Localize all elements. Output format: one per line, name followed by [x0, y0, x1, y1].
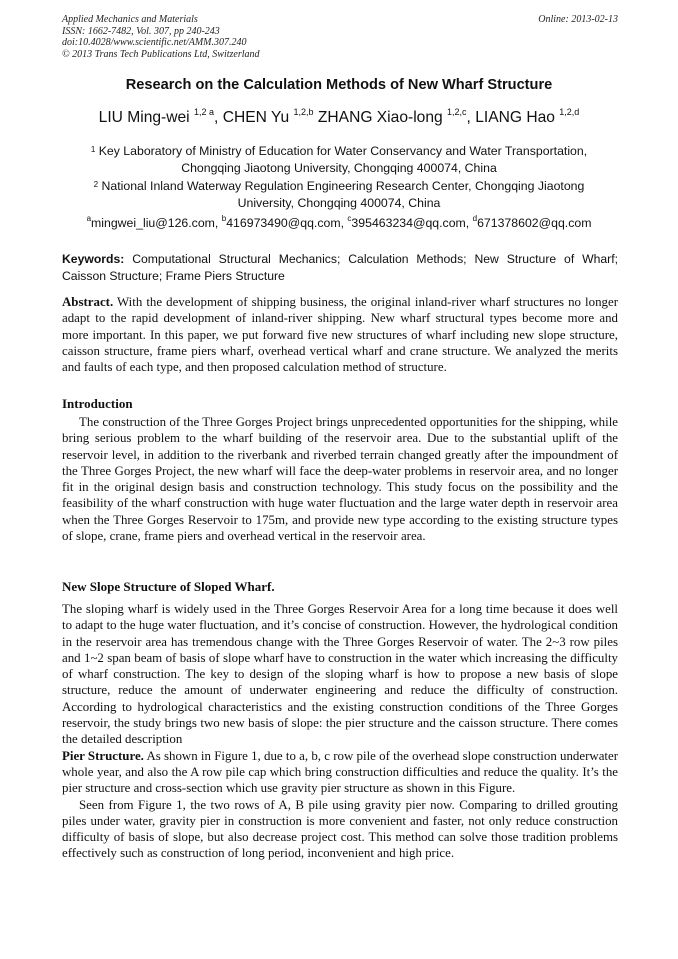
copyright-line: © 2013 Trans Tech Publications Ltd, Switzerland [62, 48, 260, 60]
online-date: Online: 2013-02-13 [538, 14, 618, 25]
affiliation-sup: 2 [93, 180, 99, 189]
author-list [0, 109, 678, 127]
email-sep: , [214, 216, 222, 230]
author-name: ZHANG Xiao-long [317, 109, 443, 126]
email-sup: a [86, 214, 92, 223]
affiliation-text: Key Laboratory of Ministry of Education for Water Conservancy and Water Transportation, Chongqing Jiaotong University, Chongqing 400074, China [98, 144, 588, 175]
publication-header [62, 14, 618, 60]
email-sep: , [340, 216, 348, 230]
email-sup: c [347, 214, 352, 223]
abstract-label: Abstract. [62, 295, 114, 309]
pier-label: Pier Structure. [62, 748, 144, 763]
keywords-text: Computational Structural Mechanics; Calculation Methods; New Structure of Wharf; Caisson Structure; Frame Piers Structure [62, 252, 618, 283]
author-sep: , [214, 109, 223, 126]
author-sup: 1,2,d [559, 107, 580, 117]
author-sup: 1,2 a [194, 107, 215, 117]
issn-line: ISSN: 1662-7482, Vol. 307, pp 240-243 [62, 25, 220, 37]
doi-line: doi:10.4028/www.scientific.net/AMM.307.240 [62, 37, 247, 48]
slope-paragraph: The sloping wharf is widely used in the Three Gorges Reservoir Area for a long time because it does well to adapt to the huge water fluctuation, and it’s concise of construction. However, the hydrological condition in the reservoir area has tremendous change with the Three Gorges Reservoir of water. The 2~3 row piles and 1~2 span beam of basis of slope wharf have to construction in the water which increasing the difficulty of wharf construction. The key to design of the sloping wharf is how to propose a new basis of slope structure, reduce the amount of underwater engineering and reduce the difficulty of construction. According to hydrological characteristics and the existing construction conditions of the Three Gorges reservoir, the study brings two new basis of slope: the pier structure and the caisson structure. There comes the detailed description [62, 602, 618, 747]
keywords-label: Keywords: [62, 252, 125, 266]
section-heading-introduction: Introduction [62, 396, 133, 411]
affiliation-text: National Inland Waterway Regulation Engineering Research Center, Chongqing Jiaotong University, Chongqing 400074, China [101, 179, 585, 210]
affiliation-2 [75, 178, 603, 212]
affiliation-1 [75, 143, 603, 177]
author-name: LIU Ming-wei [98, 109, 190, 126]
keywords-block [62, 251, 618, 284]
pier-text: As shown in Figure 1, due to a, b, c row pile of the overhead slope construction underwater whole year, and also the A row pile cap which bring construction difficulties and reduce the quality. It’s the pier structure and cross-section which use gravity pier structure as shown in this Figure. [62, 748, 619, 796]
author-sep: , [466, 109, 476, 126]
email-address[interactable]: 416973490@qq.com [226, 216, 341, 230]
author-sup: 1,2,b [293, 107, 314, 117]
email-sup: d [472, 214, 478, 223]
abstract-text: With the development of shipping business, the original inland-river wharf structures no longer adapt to the rapid development of inland-river shipping. New wharf structural types become more and more important. In this paper, we put forward five new structures of wharf including new slope structure, caisson structure, frame piers wharf, overhead vertical wharf and crane structure. We analyzed the merits and faults of each type, and then proposed calculation method of structure. [62, 295, 618, 375]
author-sup: 1,2,c [447, 107, 467, 117]
figure-discussion-paragraph: Seen from Figure 1, the two rows of A, B pile using gravity pier now. Comparing to drilled grouting piles under water, gravity pier in construction is more convenient and faster, not only reduce construction difficulty of basis of slope, but also decrease project cost. This method can solve those tradition problems effectively such as construction of long period, inconvenient and high price. [62, 797, 618, 861]
email-address[interactable]: 395463234@qq.com [351, 216, 466, 230]
email-address[interactable]: mingwei_liu@126.com [91, 216, 215, 230]
email-sup: b [221, 214, 227, 223]
pier-paragraph [62, 748, 618, 797]
author-name: LIANG Hao [475, 109, 555, 126]
intro-paragraph: The construction of the Three Gorges Project brings unprecedented opportunities for the shipping, while bring serious problem to the wharf building of the reservoir area. Due to the substantial uplift of the reservoir level, in addition to the riverbank and riverbed terrain changed greatly after the impoundment of the Three Gorges Project, the new wharf will face the deep-water problems in reservoir area, and no longer fit in the original design basis and construction technology. This study focus on the possibility and the feasibility of the wharf construction with huge water fluctuation and the large water depth in reservoir area when the Three Gorges Reservoir to 175m, and provide new type according to the existing structure types of slope, crane, frame piers and overhead vertical in the reservoir area. [62, 415, 618, 544]
author-name: CHEN Yu [222, 109, 290, 126]
email-list [0, 216, 678, 230]
abstract-block [62, 294, 618, 375]
section-heading-slope: New Slope Structure of Sloped Wharf. [62, 579, 275, 594]
affiliation-sup: 1 [90, 145, 96, 154]
email-sep: , [465, 216, 473, 230]
paper-title: Research on the Calculation Methods of New Wharf Structure [125, 77, 553, 93]
introduction-text [62, 414, 618, 544]
email-address[interactable]: 671378602@qq.com [477, 216, 592, 230]
journal-name: Applied Mechanics and Materials [62, 14, 198, 25]
slope-section-text [62, 601, 618, 862]
